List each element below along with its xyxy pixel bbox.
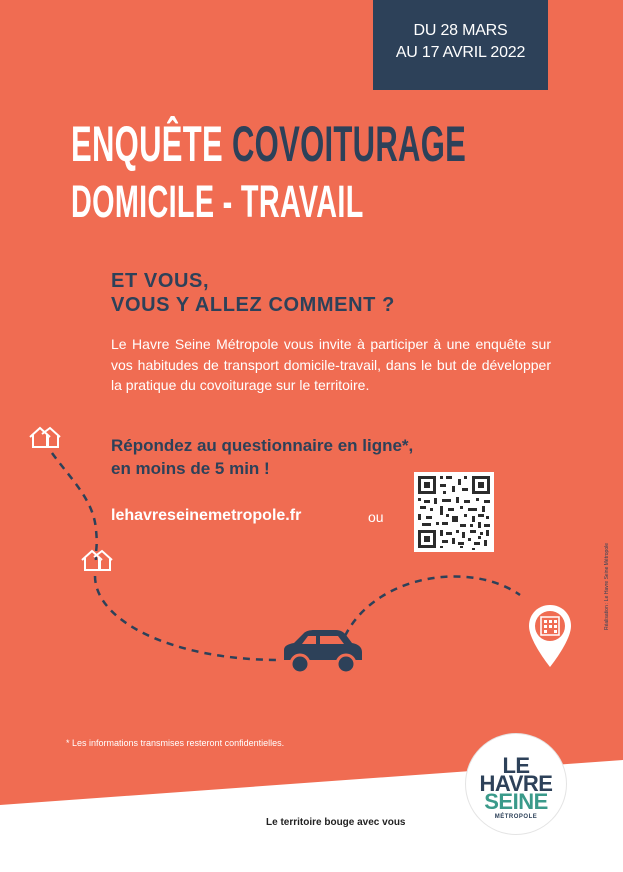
footnote: * Les informations transmises resteront confidentielles. <box>66 738 285 748</box>
house-icon <box>30 428 60 447</box>
logo-line-1: LE <box>502 753 530 778</box>
dashed-route-3 <box>345 576 520 636</box>
tagline: Le territoire bouge avec vous <box>266 817 406 828</box>
credit-vertical: Réalisation : Le Havre Seine Métropole <box>604 543 610 630</box>
logo-line-3: SEINE <box>484 789 548 814</box>
logo-line-4: MÉTROPOLE <box>494 814 538 820</box>
title-line-2: DOMICILE - TRAVAIL <box>71 176 364 227</box>
date-line-2: AU 17 AVRIL 2022 <box>395 44 526 61</box>
house-icon <box>82 551 112 570</box>
logo-line-2: HAVRE <box>479 771 553 796</box>
cta-line-1: Répondez au questionnaire en ligne*, <box>111 436 414 455</box>
dashed-route-2 <box>95 576 280 660</box>
survey-link[interactable]: lehavreseinemetropole.fr <box>111 507 302 524</box>
cta-line-2: en moins de 5 min ! <box>111 459 270 478</box>
or-label: ou <box>368 509 384 525</box>
office-pin-icon <box>529 605 571 667</box>
car-icon <box>284 630 362 673</box>
metropole-logo <box>466 734 566 834</box>
question-line-1: ET VOUS, <box>111 270 210 292</box>
title-word-covoiturage: COVOITURAGE <box>231 116 467 172</box>
question-line-2: VOUS Y ALLEZ COMMENT ? <box>111 294 395 316</box>
date-line-1: DU 28 MARS <box>413 22 508 39</box>
title-word-enquete: ENQUÊTE <box>71 116 224 172</box>
dashed-route-1 <box>52 453 97 560</box>
intro-paragraph: Le Havre Seine Métropole vous invite à participer à une enquête sur vos habitudes de transport domicile-travail, dans le but de développer la pratique du covoiturage sur le territoire. <box>111 336 551 393</box>
